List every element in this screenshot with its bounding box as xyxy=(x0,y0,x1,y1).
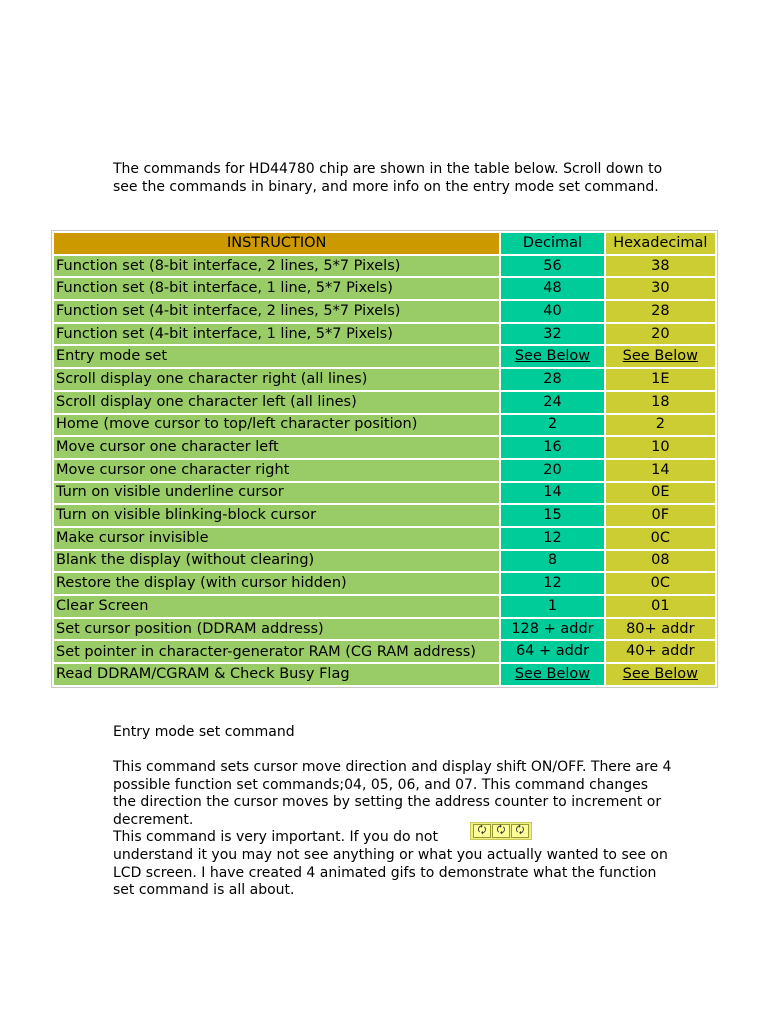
table-row xyxy=(54,528,715,549)
decimal-cell: 28 xyxy=(501,369,603,390)
table-row xyxy=(54,256,715,277)
instruction-cell: Entry mode set xyxy=(54,346,499,367)
header-instruction: INSTRUCTION xyxy=(54,233,499,254)
table-row xyxy=(54,369,715,390)
decimal-cell: 8 xyxy=(501,551,603,572)
hex-cell xyxy=(606,346,715,367)
instruction-cell: Turn on visible blinking-block cursor xyxy=(54,505,499,526)
decimal-cell: 40 xyxy=(501,301,603,322)
hex-cell: 08 xyxy=(606,551,715,572)
decimal-cell: 15 xyxy=(501,505,603,526)
entry-mode-continued-text: understand it you may not see anything or what you actually wanted to see on LCD screen. I have created 4 animated gifs to demonstrate what the function set command is all about. xyxy=(113,847,668,898)
table-body xyxy=(54,256,715,685)
animated-gif-icon: 🗘 xyxy=(492,824,510,838)
see-below-link[interactable]: See Below xyxy=(514,348,591,365)
decimal-cell: 32 xyxy=(501,324,603,345)
instruction-cell: Restore the display (with cursor hidden) xyxy=(54,573,499,594)
decimal-cell: 12 xyxy=(501,528,603,549)
table-row xyxy=(54,278,715,299)
hex-cell xyxy=(606,664,715,685)
decimal-cell: 64 + addr xyxy=(501,641,603,662)
hex-cell: 30 xyxy=(606,278,715,299)
decimal-cell: 20 xyxy=(501,460,603,481)
hex-cell: 2 xyxy=(606,415,715,436)
table-row xyxy=(54,415,715,436)
table-row xyxy=(54,460,715,481)
instruction-cell: Turn on visible underline cursor xyxy=(54,483,499,504)
animated-gif-strip xyxy=(470,822,532,840)
decimal-cell: 128 + addr xyxy=(501,619,603,640)
table-row xyxy=(54,505,715,526)
table-row xyxy=(54,573,715,594)
hex-cell: 10 xyxy=(606,437,715,458)
table-row xyxy=(54,596,715,617)
header-decimal: Decimal xyxy=(501,233,603,254)
hex-cell: 1E xyxy=(606,369,715,390)
table-row xyxy=(54,551,715,572)
hex-cell: 38 xyxy=(606,256,715,277)
decimal-cell xyxy=(501,346,603,367)
hex-cell: 0C xyxy=(606,573,715,594)
instruction-cell: Function set (8-bit interface, 1 line, 5*7 Pixels) xyxy=(54,278,499,299)
instruction-cell: Blank the display (without clearing) xyxy=(54,551,499,572)
hex-cell: 01 xyxy=(606,596,715,617)
animated-gif-icon: 🗘 xyxy=(473,824,491,838)
table-row xyxy=(54,437,715,458)
instruction-cell: Home (move cursor to top/left character position) xyxy=(54,415,499,436)
instruction-cell: Set cursor position (DDRAM address) xyxy=(54,619,499,640)
hex-cell: 20 xyxy=(606,324,715,345)
decimal-cell xyxy=(501,664,603,685)
see-below-link[interactable]: See Below xyxy=(622,665,698,682)
instruction-cell: Function set (4-bit interface, 2 lines, 5*7 Pixels) xyxy=(54,301,499,322)
entry-mode-important-text: This command is very important. If you do not xyxy=(113,829,438,845)
hex-cell: 0E xyxy=(606,483,715,504)
decimal-cell: 48 xyxy=(501,278,603,299)
intro-text: The commands for HD44780 chip are shown in the table below. Scroll down to see the commands in binary, and more info on the entry mode set command. xyxy=(113,161,663,195)
instruction-cell: Function set (4-bit interface, 1 line, 5*7 Pixels) xyxy=(54,324,499,345)
table-row xyxy=(54,641,715,662)
table-row xyxy=(54,619,715,640)
decimal-cell: 12 xyxy=(501,573,603,594)
see-below-link[interactable]: See Below xyxy=(514,665,591,682)
instruction-cell: Move cursor one character right xyxy=(54,460,499,481)
decimal-cell: 24 xyxy=(501,392,603,413)
table-row xyxy=(54,301,715,322)
hex-cell: 14 xyxy=(606,460,715,481)
instruction-cell: Function set (8-bit interface, 2 lines, 5*7 Pixels) xyxy=(54,256,499,277)
entry-mode-title: Entry mode set command xyxy=(113,724,295,740)
instruction-cell: Set pointer in character-generator RAM (CG RAM address) xyxy=(54,641,499,662)
hex-cell: 80+ addr xyxy=(606,619,715,640)
instruction-cell: Move cursor one character left xyxy=(54,437,499,458)
instruction-cell: Read DDRAM/CGRAM & Check Busy Flag xyxy=(54,664,499,685)
animated-gif-icon: 🗘 xyxy=(511,824,529,838)
instruction-cell: Make cursor invisible xyxy=(54,528,499,549)
table-row xyxy=(54,392,715,413)
table-row xyxy=(54,483,715,504)
table-row xyxy=(54,324,715,345)
instruction-cell: Scroll display one character left (all lines) xyxy=(54,392,499,413)
hex-cell: 0F xyxy=(606,505,715,526)
hex-cell: 0C xyxy=(606,528,715,549)
table-row xyxy=(54,346,715,367)
hex-cell: 18 xyxy=(606,392,715,413)
entry-mode-paragraph: This command sets cursor move direction and display shift ON/OFF. There are 4 possible function set commands;04, 05, 06, and 07. This command changes the direction the cursor moves by setting the address counter to increment or decrement. xyxy=(113,759,672,828)
table-row xyxy=(54,664,715,685)
instruction-cell: Clear Screen xyxy=(54,596,499,617)
decimal-cell: 16 xyxy=(501,437,603,458)
table-header-row xyxy=(54,233,715,254)
decimal-cell: 1 xyxy=(501,596,603,617)
command-table xyxy=(51,230,718,688)
decimal-cell: 2 xyxy=(501,415,603,436)
hex-cell: 28 xyxy=(606,301,715,322)
instruction-cell: Scroll display one character right (all lines) xyxy=(54,369,499,390)
decimal-cell: 14 xyxy=(501,483,603,504)
hex-cell: 40+ addr xyxy=(606,641,715,662)
see-below-link[interactable]: See Below xyxy=(622,348,698,365)
decimal-cell: 56 xyxy=(501,256,603,277)
header-hexadecimal: Hexadecimal xyxy=(606,233,715,254)
